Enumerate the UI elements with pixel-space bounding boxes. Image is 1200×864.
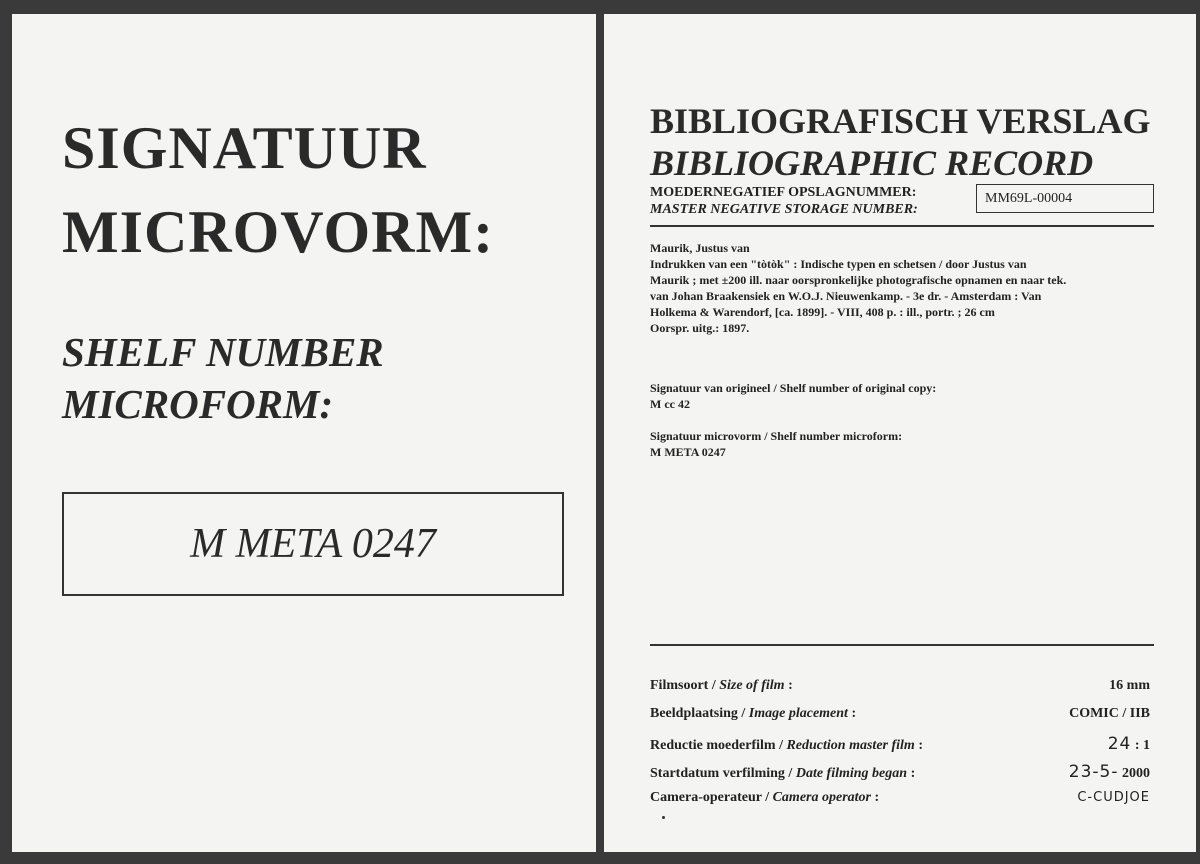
colon: : — [914, 738, 923, 753]
reduction-value — [1108, 734, 1150, 754]
camera-operator-label-en: Camera operator — [772, 790, 871, 805]
filming-date-row — [650, 762, 1150, 790]
description-line: van Johan Braakensiek en W.O.J. Nieuwenkamp. - 3e dr. - Amsterdam : Van — [650, 289, 1042, 303]
filming-date-value — [1069, 762, 1150, 782]
shelf-number-subtitle — [62, 326, 384, 430]
storage-number-box: MM69L-00004 — [976, 184, 1154, 213]
description-line: Holkema & Warendorf, [ca. 1899]. - VIII, 408 p. : ill., portr. ; 26 cm — [650, 305, 995, 319]
colon: : — [847, 706, 857, 721]
film-details — [650, 678, 1150, 818]
microform-value: M META 0247 — [650, 445, 726, 459]
filming-date-year: 2000 — [1122, 766, 1150, 781]
colon: : — [870, 790, 880, 805]
subtitle-line-1: SHELF NUMBER — [62, 329, 384, 375]
title-line-1: SIGNATUUR — [62, 115, 427, 181]
description-line: Indrukken van een "tòtòk" : Indische typen en schetsen / door Justus van — [650, 257, 1027, 271]
shelf-number-box: M META 0247 — [62, 492, 564, 596]
colon: : — [907, 766, 916, 781]
original-copy-label: Signatuur van origineel / Shelf number of original copy: — [650, 381, 937, 395]
subtitle-line-2: MICROFORM: — [62, 381, 334, 427]
film-size-row — [650, 678, 1150, 706]
storage-label-nl: MOEDERNEGATIEF OPSLAGNUMMER: — [650, 185, 917, 200]
colon: : — [784, 678, 793, 693]
filming-date-label-nl: Startdatum verfilming / — [650, 766, 796, 781]
record-title-en: BIBLIOGRAPHIC RECORD — [650, 143, 1094, 183]
description-line: Oorspr. uitg.: 1897. — [650, 321, 750, 335]
description-line: Maurik, Justus van — [650, 241, 750, 255]
ink-dot — [662, 816, 665, 819]
signatuur-title — [62, 106, 494, 274]
film-size-label-nl: Filmsoort / — [650, 678, 720, 693]
film-size-label-en: Size of film — [719, 678, 785, 693]
image-placement-row — [650, 706, 1150, 734]
camera-operator-handwritten: C-CUDJOE — [1077, 790, 1150, 805]
image-placement-label-en: Image placement — [748, 706, 848, 721]
divider-bottom — [650, 644, 1154, 646]
original-copy-value: M cc 42 — [650, 397, 690, 411]
divider-top — [650, 225, 1154, 227]
storage-label — [650, 184, 918, 218]
record-title-nl: BIBLIOGRAFISCH VERSLAG — [650, 101, 1151, 141]
camera-operator-row — [650, 790, 1150, 818]
microform-block — [650, 428, 1160, 460]
reduction-label-en: Reduction master film — [786, 738, 915, 753]
original-copy-block — [650, 380, 1160, 412]
bibliographic-description — [650, 240, 1160, 336]
filming-date-handwritten: 23-5- — [1068, 762, 1119, 782]
left-sheet — [12, 14, 596, 852]
image-placement-value: COMIC / IIB — [1069, 706, 1150, 721]
right-sheet — [604, 14, 1196, 852]
film-size-value: 16 mm — [1109, 678, 1150, 693]
microform-label: Signatuur microvorm / Shelf number microform: — [650, 429, 903, 443]
reduction-suffix: : 1 — [1134, 738, 1150, 753]
camera-operator-label-nl: Camera-operateur / — [650, 790, 773, 805]
reduction-handwritten: 24 — [1107, 734, 1132, 754]
storage-label-en: MASTER NEGATIVE STORAGE NUMBER: — [650, 202, 918, 217]
filming-date-label-en: Date filming began — [795, 766, 908, 781]
description-line: Maurik ; met ±200 ill. naar oorspronkelijke photografische opnamen en naar tek. — [650, 273, 1067, 287]
reduction-row — [650, 734, 1150, 762]
image-placement-label-nl: Beeldplaatsing / — [650, 706, 749, 721]
reduction-label-nl: Reductie moederfilm / — [650, 738, 787, 753]
title-line-2: MICROVORM: — [62, 199, 495, 265]
